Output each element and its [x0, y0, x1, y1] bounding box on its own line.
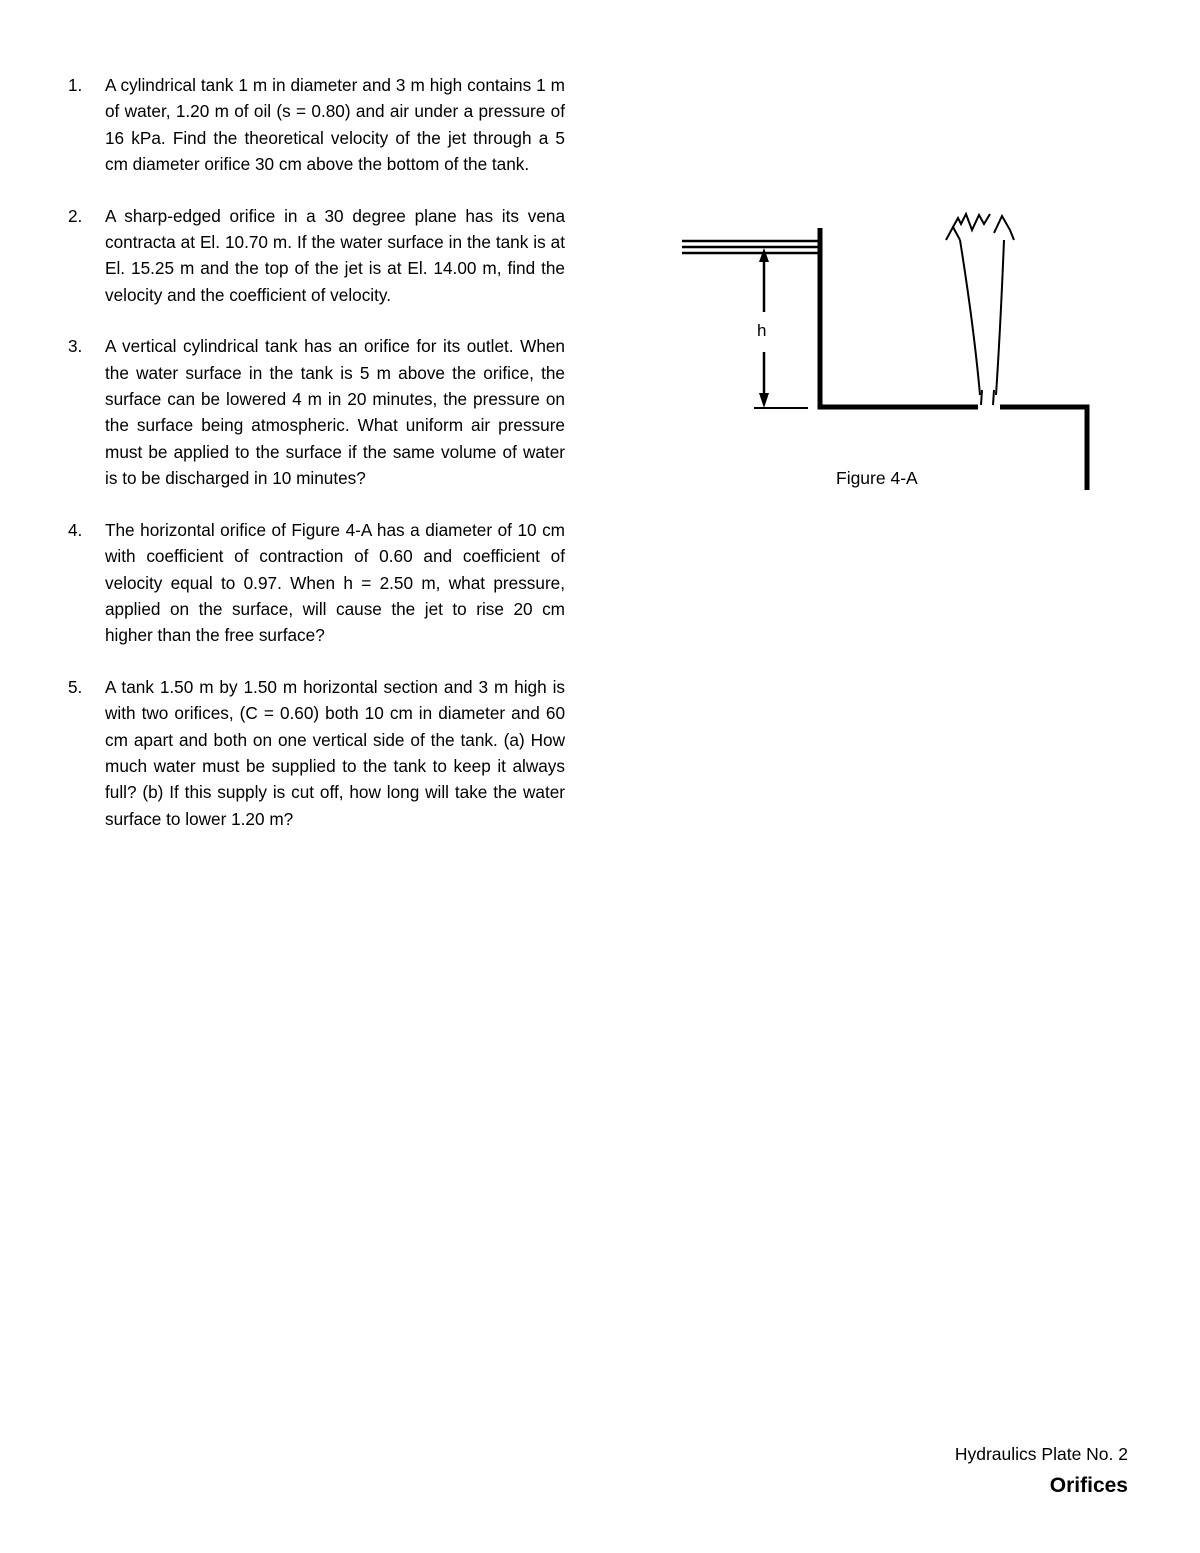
plate-label: Hydraulics Plate No. 2 [954, 1444, 1128, 1464]
problem-item [68, 203, 565, 309]
problem-number: 4. [68, 519, 83, 540]
problem-text: A cylindrical tank 1 m in diameter and 3 m high contains 1 m of water, 1.20 m of oil (s = 0.80) and air under a pressure of 16 kPa. Find the theoretical velocity of the jet through a 5 cm diameter orifice 30 cm above the bottom of the tank. [105, 75, 565, 175]
h-label: h [757, 321, 767, 340]
jet [946, 214, 1014, 405]
problem-number: 2. [68, 205, 83, 226]
water-surface-lines [682, 241, 822, 253]
tank-bottom-right [1000, 407, 1087, 490]
problem-number: 5. [68, 676, 83, 697]
plate-title: Orifices [1049, 1474, 1128, 1497]
tank-diagram [670, 200, 1100, 500]
problem-item [68, 333, 565, 491]
figure-4a [670, 200, 1100, 500]
problem-item [68, 72, 565, 178]
problem-text: A tank 1.50 m by 1.50 m horizontal section and 3 m high is with two orifices, (C = 0.60) both 10 cm in diameter and 60 cm apart and both on one vertical side of the tank. (a) How much water must be supplied to the tank to keep it always full? (b) If this supply is cut off, how long will take the water surface to lower 1.20 m? [105, 676, 565, 829]
arrow-down-icon [759, 393, 769, 408]
problem-number: 1. [68, 75, 83, 95]
problem-item [68, 674, 565, 832]
problem-item [68, 517, 565, 649]
problem-text: A vertical cylindrical tank has an orifice for its outlet. When the water surface in the tank is 5 m above the orifice, the surface can be lowered 4 m in 20 minutes, the pressure on the surface being atmospheric. What uniform air pressure must be applied to the surface if the same volume of water is to be discharged in 10 minutes? [105, 336, 565, 489]
problem-text: The horizontal orifice of Figure 4-A has a diameter of 10 cm with coefficient of contraction of 0.60 and coefficient of velocity equal to 0.97. When h = 2.50 m, what pressure, applied on the surface, will cause the jet to rise 20 cm higher than the free surface? [105, 519, 565, 646]
figure-caption: Figure 4-A [836, 468, 918, 488]
tank-wall [820, 228, 978, 407]
footer [955, 1442, 1128, 1502]
problem-list [68, 72, 565, 857]
problem-text: A sharp-edged orifice in a 30 degree plane has its vena contracta at El. 10.70 m. If the water surface in the tank is at El. 15.25 m and the top of the jet is at El. 14.00 m, find the velocity and the coefficient of velocity. [105, 205, 565, 305]
problem-number: 3. [68, 336, 83, 357]
arrow-up-icon [759, 248, 769, 262]
